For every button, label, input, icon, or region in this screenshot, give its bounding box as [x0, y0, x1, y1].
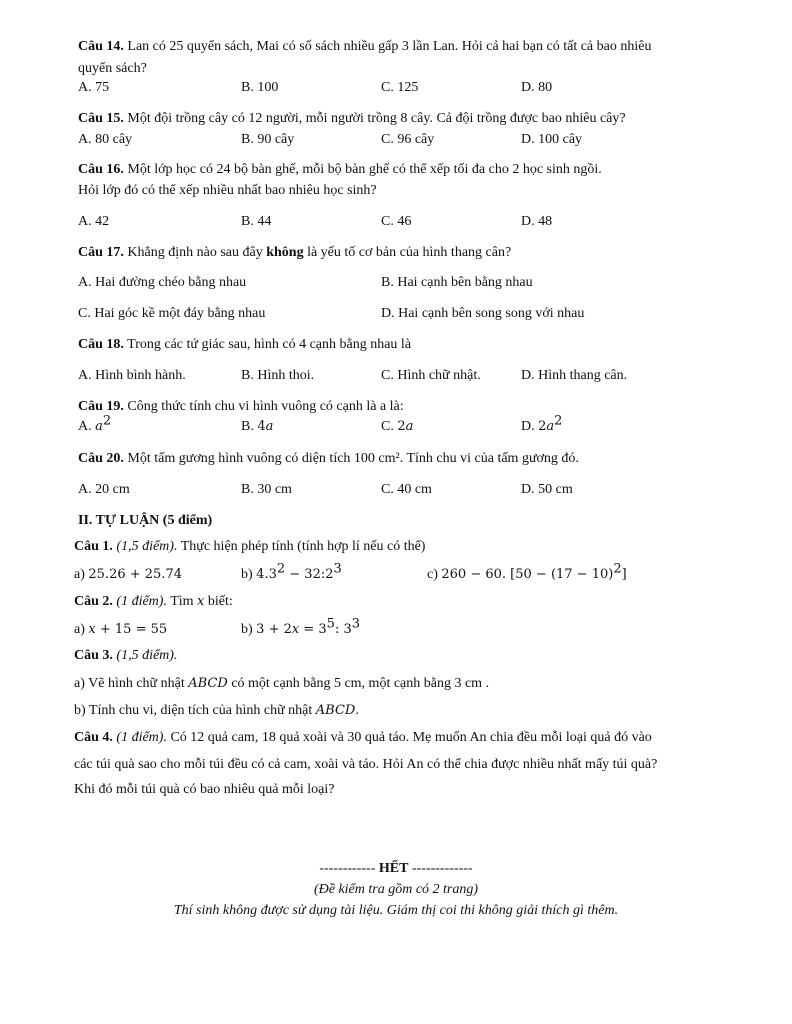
option-b: B. 100 [241, 80, 279, 95]
option-a: A. 75 [78, 80, 110, 95]
question-label: Câu 17. [78, 245, 124, 260]
question-text: Công thức tính chu vi hình vuông có cạnh là a là: [127, 399, 404, 414]
item-prefix: a) [74, 567, 85, 582]
question-label: Câu 3. [74, 648, 113, 663]
question-label: Câu 4. [74, 730, 113, 745]
question-14 [78, 38, 651, 56]
question-16 [78, 161, 602, 179]
math-exponent: 5 [326, 616, 335, 632]
question-points: (1,5 điểm). [116, 648, 178, 663]
question-text: Một lớp học có 24 bộ bàn ghế, mỗi bộ bàn ghế có thể xếp tối đa cho 2 học sinh ngồi. [127, 162, 602, 177]
math-expression: − 32:2 [285, 567, 334, 582]
question-label: Câu 15. [78, 111, 124, 126]
question-text: Thực hiện phép tính (tính hợp lí nếu có thể) [180, 539, 426, 554]
option-c: C. 96 cây [381, 132, 435, 147]
essay-3b [74, 702, 359, 720]
item-prefix: b) [241, 567, 253, 582]
math-var: a [95, 419, 103, 434]
end-marker [0, 860, 792, 878]
option-a: A. 42 [78, 214, 110, 229]
question-text: Có 12 quả cam, 18 quả xoài và 30 quả táo. Mẹ muốn An chia đều mỗi loại quả đó vào [170, 730, 652, 745]
question-label: Câu 1. [74, 539, 113, 554]
math-var: a [546, 419, 555, 434]
question-20 [78, 450, 579, 468]
option-a [78, 413, 112, 436]
option-b: B. 90 cây [241, 132, 295, 147]
end-dashes: ------------- [408, 861, 473, 876]
option-d: D. Hình thang cân. [521, 368, 628, 383]
option-d: D. 50 cm [521, 482, 573, 497]
math-exponent: 3 [333, 561, 342, 577]
item-text: a) Vẽ hình chữ nhật [74, 676, 185, 691]
option-b: B. Hình thoi. [241, 368, 315, 383]
essay-question-2 [74, 593, 233, 611]
question-text: Trong các tứ giác sau, hình có 4 cạnh bằng nhau là [127, 337, 412, 352]
math-expression: 25.26 + 25.74 [88, 567, 182, 582]
option-prefix: A. [78, 419, 92, 434]
section-heading: II. TỰ LUẬN (5 điểm) [78, 513, 213, 528]
essay-2b [241, 616, 361, 639]
option-d: D. 80 [521, 80, 553, 95]
option-d [521, 413, 563, 436]
question-text: Khẳng định nào sau đây [127, 245, 263, 260]
question-text: Một đội trồng cây có 12 người, mỗi người trồng 8 cây. Cả đội trồng được bao nhiêu cây? [127, 111, 626, 126]
question-15 [78, 110, 626, 128]
essay-question-4 [74, 729, 652, 747]
math-exponent: 2 [554, 413, 563, 429]
math-exponent: 2 [102, 413, 112, 429]
math-coef: 4 [257, 419, 266, 434]
option-b: B. Hai cạnh bên bằng nhau [381, 275, 533, 290]
end-word: HẾT [378, 861, 409, 876]
math-exponent: 3 [351, 616, 361, 632]
option-a: A. Hai đường chéo bằng nhau [78, 275, 247, 290]
math-expression: = 3 [299, 622, 327, 637]
option-b: B. 30 cm [241, 482, 292, 497]
item-text: . [355, 703, 359, 718]
math-var: ABCD [315, 703, 356, 718]
question-text-cont: các túi quà sao cho mỗi túi đều có cả cam, xoài và táo. Hỏi An có thể chia được nhiều nhất mấy túi quà? [74, 757, 658, 772]
question-points: (1 điểm). [116, 730, 167, 745]
question-text-cont: quyển sách? [78, 61, 147, 76]
math-var: x [88, 622, 96, 637]
math-expression: : 3 [334, 622, 352, 637]
option-a: A. 80 cây [78, 132, 133, 147]
math-expression: 3 + 2 [256, 622, 292, 637]
question-text: biết: [207, 594, 233, 609]
math-expression: + 15 = 55 [95, 622, 168, 637]
item-text: b) Tính chu vi, diện tích của hình chữ nhật [74, 703, 313, 718]
option-prefix: B. [241, 419, 254, 434]
option-c: C. Hình chữ nhật. [381, 368, 481, 383]
question-label: Câu 2. [74, 594, 113, 609]
item-text: có một cạnh bằng 5 cm, một cạnh bằng 3 cm . [231, 676, 490, 691]
essay-3a [74, 675, 489, 693]
essay-question-1 [74, 538, 425, 556]
essay-2a [74, 621, 167, 639]
option-a: A. 20 cm [78, 482, 130, 497]
question-label: Câu 20. [78, 451, 124, 466]
essay-1a [74, 566, 182, 584]
math-var: ABCD [188, 676, 228, 691]
item-prefix: b) [241, 622, 253, 637]
question-label: Câu 19. [78, 399, 124, 414]
math-var: a [405, 419, 414, 434]
item-prefix: c) [427, 567, 438, 582]
option-b: B. 44 [241, 214, 272, 229]
option-prefix: C. [381, 419, 394, 434]
question-label: Câu 14. [78, 39, 124, 54]
essay-question-3 [74, 647, 177, 665]
end-dashes: ------------ [319, 861, 379, 876]
math-var: a [265, 419, 274, 434]
question-label: Câu 16. [78, 162, 124, 177]
option-c: C. 40 cm [381, 482, 432, 497]
question-points: (1 điểm). [116, 594, 167, 609]
question-text-cont: Khi đó mỗi túi quà có bao nhiêu quả mỗi loại? [74, 782, 335, 797]
option-d: D. 100 cây [521, 132, 583, 147]
question-18 [78, 336, 411, 354]
question-text: Lan có 25 quyển sách, Mai có số sách nhiều gấp 3 lần Lan. Hỏi cả hai bạn có tất cả bao nhiêu [127, 39, 652, 54]
option-a: A. Hình bình hành. [78, 368, 186, 383]
option-prefix: D. [521, 419, 535, 434]
math-exponent: 2 [613, 561, 622, 577]
math-exponent: 2 [276, 561, 286, 577]
pages-note: (Đề kiểm tra gồm có 2 trang) [313, 882, 479, 897]
question-text: Một tấm gương hình vuông có diện tích 100 cm². Tính chu vi của tấm gương đó. [127, 451, 579, 466]
essay-1c [427, 561, 627, 584]
item-prefix: a) [74, 622, 85, 637]
question-text-cont: Hỏi lớp đó có thể xếp nhiều nhất bao nhiêu học sinh? [78, 183, 377, 198]
math-expression: ] [621, 567, 627, 582]
question-text: Tìm [170, 594, 194, 609]
question-17 [78, 244, 511, 262]
question-emphasis: không [266, 245, 304, 260]
essay-1b [241, 561, 342, 584]
math-coef: 2 [397, 419, 406, 434]
option-d: D. Hai cạnh bên song song với nhau [381, 306, 585, 321]
option-b [241, 418, 273, 436]
math-coef: 2 [538, 419, 547, 434]
math-var: x [291, 622, 300, 637]
math-expression: 260 − 60. [50 − (17 − 10) [441, 567, 614, 582]
option-d: D. 48 [521, 214, 553, 229]
question-19 [78, 398, 404, 416]
option-c: C. 125 [381, 80, 419, 95]
math-expression: 4.3 [256, 567, 277, 582]
option-c: C. Hai góc kề một đáy bằng nhau [78, 306, 266, 321]
math-var: x [197, 594, 205, 609]
question-text: là yếu tố cơ bản của hình thang cân? [307, 245, 512, 260]
question-points: (1,5 điểm). [116, 539, 178, 554]
option-c: C. 46 [381, 214, 412, 229]
exam-instruction: Thí sinh không được sử dụng tài liệu. Giám thị coi thi không giải thích gì thêm. [173, 903, 619, 918]
option-c [381, 418, 413, 436]
question-label: Câu 18. [78, 337, 124, 352]
